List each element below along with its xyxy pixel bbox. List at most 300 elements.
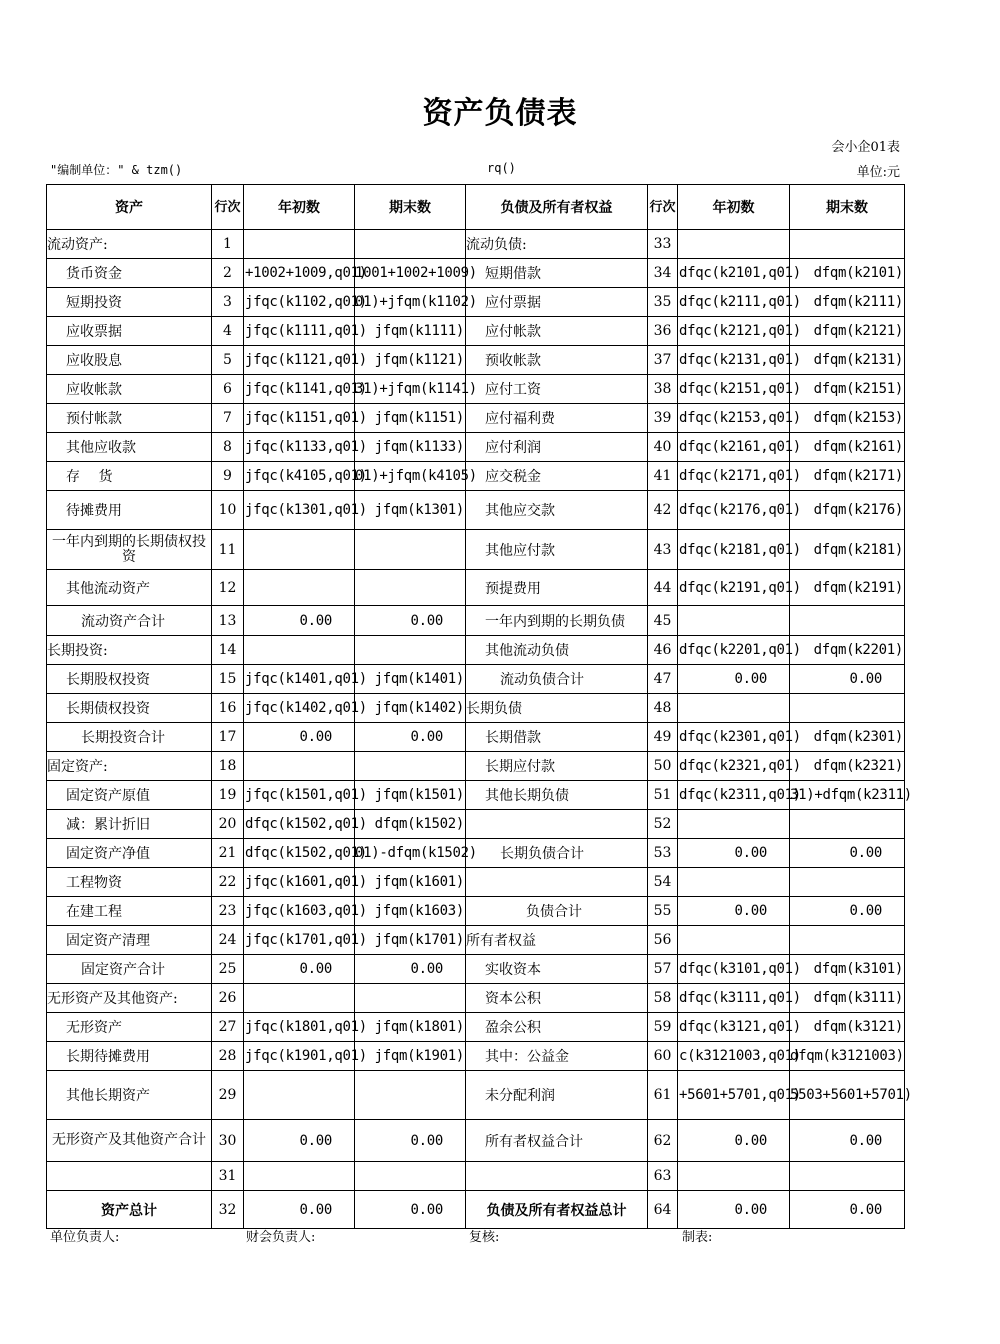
table-row [47, 810, 905, 839]
asset-name: 资产总计 [47, 1191, 212, 1229]
liability-name: 其中：公益金 [466, 1042, 648, 1071]
asset-name: 应收票据 [47, 317, 212, 346]
liability-end-value: dfqm(k2321) [790, 752, 905, 781]
table-row [47, 897, 905, 926]
liability-begin-value: dfqc(k3121,q01) [678, 1013, 790, 1042]
table-row [47, 839, 905, 868]
liability-begin-value [678, 230, 790, 259]
liability-begin-value [678, 810, 790, 839]
table-row [47, 259, 905, 288]
liability-name: 负债合计 [466, 897, 648, 926]
asset-name: 流动资产合计 [47, 606, 212, 636]
table-row [47, 781, 905, 810]
liability-name: 一年内到期的长期负债 [466, 606, 648, 636]
liability-begin-value: dfqc(k3101,q01) [678, 955, 790, 984]
liability-end-value [790, 810, 905, 839]
table-row [47, 1162, 905, 1191]
asset-begin-value [244, 636, 355, 665]
asset-end-value: 0.00 [355, 1191, 466, 1229]
asset-line-no: 11 [212, 530, 244, 570]
asset-end-value: 01)+jfqm(k1102) [355, 288, 466, 317]
asset-end-value [355, 984, 466, 1013]
table-row [47, 317, 905, 346]
table-row [47, 1191, 905, 1229]
liability-end-value: dfqm(k2153) [790, 404, 905, 433]
asset-line-no: 12 [212, 570, 244, 606]
liability-name: 预收帐款 [466, 346, 648, 375]
asset-name: 固定资产原值 [47, 781, 212, 810]
liability-begin-value: dfqc(k2311,q01) [678, 781, 790, 810]
table-row [47, 1071, 905, 1120]
asset-begin-value: jfqc(k1701,q01) [244, 926, 355, 955]
asset-begin-value: jfqc(k1801,q01) [244, 1013, 355, 1042]
liability-begin-value [678, 694, 790, 723]
asset-end-value: jfqm(k1801) [355, 1013, 466, 1042]
asset-name: 无形资产及其他资产合计 [47, 1120, 212, 1162]
asset-name: 长期待摊费用 [47, 1042, 212, 1071]
liability-end-value [790, 230, 905, 259]
liability-name: 所有者权益 [466, 926, 648, 955]
liability-end-value: 31)+dfqm(k2311) [790, 781, 905, 810]
liability-begin-value: dfqc(k2171,q01) [678, 462, 790, 491]
liability-name: 预提费用 [466, 570, 648, 606]
asset-line-no: 31 [212, 1162, 244, 1191]
table-row [47, 694, 905, 723]
liability-begin-value: dfqc(k2201,q01) [678, 636, 790, 665]
asset-begin-value: 0.00 [244, 1120, 355, 1162]
asset-end-value: jfqm(k1901) [355, 1042, 466, 1071]
asset-line-no: 2 [212, 259, 244, 288]
table-row [47, 1042, 905, 1071]
liability-line-no: 62 [648, 1120, 678, 1162]
liability-name: 流动负债: [466, 230, 648, 259]
asset-line-no: 1 [212, 230, 244, 259]
asset-line-no: 27 [212, 1013, 244, 1042]
asset-name: 预付帐款 [47, 404, 212, 433]
asset-end-value: dfqm(k1502) [355, 810, 466, 839]
liability-name: 长期负债 [466, 694, 648, 723]
asset-begin-value: jfqc(k1601,q01) [244, 868, 355, 897]
liability-end-value: 0.00 [790, 839, 905, 868]
report-date: rq() [487, 161, 516, 175]
liability-line-no: 38 [648, 375, 678, 404]
asset-line-no: 16 [212, 694, 244, 723]
asset-name: 在建工程 [47, 897, 212, 926]
liability-name: 实收资本 [466, 955, 648, 984]
liability-end-value: dfqm(k2181) [790, 530, 905, 570]
asset-begin-value: dfqc(k1502,q01) [244, 839, 355, 868]
reviewer-label: 复核: [469, 1230, 500, 1245]
liability-end-value: dfqm(k3121) [790, 1013, 905, 1042]
asset-begin-value: 0.00 [244, 1191, 355, 1229]
asset-line-no: 8 [212, 433, 244, 462]
asset-line-no: 9 [212, 462, 244, 491]
table-row [47, 288, 905, 317]
liability-begin-value: 0.00 [678, 1191, 790, 1229]
col-liability: 负债及所有者权益 [466, 185, 648, 230]
col-begin-2: 年初数 [678, 185, 790, 230]
liability-end-value: dfqm(k2191) [790, 570, 905, 606]
liability-begin-value: dfqc(k2191,q01) [678, 570, 790, 606]
asset-end-value: jfqm(k1603) [355, 897, 466, 926]
asset-line-no: 17 [212, 723, 244, 752]
liability-line-no: 49 [648, 723, 678, 752]
table-row [47, 491, 905, 530]
asset-begin-value: jfqc(k1141,q01) [244, 375, 355, 404]
liability-name: 负债及所有者权益总计 [466, 1191, 648, 1229]
asset-name: 固定资产合计 [47, 955, 212, 984]
table-header-row [47, 185, 905, 230]
asset-begin-value [244, 752, 355, 781]
asset-end-value [355, 1071, 466, 1120]
table-row [47, 723, 905, 752]
asset-line-no: 6 [212, 375, 244, 404]
liability-line-no: 41 [648, 462, 678, 491]
liability-name: 应交税金 [466, 462, 648, 491]
table-row [47, 984, 905, 1013]
currency-unit: 单位:元 [856, 165, 900, 180]
liability-end-value: dfqm(k2176) [790, 491, 905, 530]
asset-name: 短期投资 [47, 288, 212, 317]
asset-line-no: 28 [212, 1042, 244, 1071]
asset-end-value [355, 1162, 466, 1191]
liability-name: 应付帐款 [466, 317, 648, 346]
liability-end-value [790, 926, 905, 955]
table-row [47, 752, 905, 781]
liability-begin-value: dfqc(k3111,q01) [678, 984, 790, 1013]
asset-end-value: 0.00 [355, 723, 466, 752]
liability-begin-value: dfqc(k2131,q01) [678, 346, 790, 375]
asset-line-no: 7 [212, 404, 244, 433]
asset-line-no: 4 [212, 317, 244, 346]
liability-name: 短期借款 [466, 259, 648, 288]
liability-begin-value: 0.00 [678, 897, 790, 926]
table-row [47, 1013, 905, 1042]
asset-end-value: jfqm(k1501) [355, 781, 466, 810]
col-line: 行次 [212, 185, 244, 230]
liability-end-value: dfqm(k3101) [790, 955, 905, 984]
liability-end-value [790, 694, 905, 723]
liability-begin-value: c(k3121003,q01) [678, 1042, 790, 1071]
report-title: 资产负债表 [422, 96, 578, 131]
asset-line-no: 26 [212, 984, 244, 1013]
asset-end-value: 0.00 [355, 955, 466, 984]
asset-name: 其他长期资产 [47, 1071, 212, 1120]
table-row [47, 606, 905, 636]
liability-begin-value: dfqc(k2181,q01) [678, 530, 790, 570]
liability-line-no: 50 [648, 752, 678, 781]
asset-line-no: 30 [212, 1120, 244, 1162]
asset-end-value [355, 636, 466, 665]
table-row [47, 404, 905, 433]
liability-name: 资本公积 [466, 984, 648, 1013]
asset-line-no: 21 [212, 839, 244, 868]
asset-end-value: jfqm(k1301) [355, 491, 466, 530]
liability-line-no: 55 [648, 897, 678, 926]
liability-name: 应付福利费 [466, 404, 648, 433]
col-end-2: 期末数 [790, 185, 905, 230]
table-row [47, 433, 905, 462]
liability-end-value: dfqm(k2131) [790, 346, 905, 375]
form-code: 会小企01表 [831, 140, 900, 155]
asset-name: 应收股息 [47, 346, 212, 375]
liability-line-no: 63 [648, 1162, 678, 1191]
liability-begin-value [678, 1162, 790, 1191]
balance-sheet-table [46, 184, 912, 1229]
liability-begin-value: dfqc(k2301,q01) [678, 723, 790, 752]
asset-line-no: 10 [212, 491, 244, 530]
asset-begin-value: jfqc(k1402,q01) [244, 694, 355, 723]
liability-begin-value: dfqc(k2111,q01) [678, 288, 790, 317]
liability-begin-value: 0.00 [678, 665, 790, 694]
finance-head-label: 财会负责人: [246, 1230, 316, 1245]
liability-begin-value: dfqc(k2161,q01) [678, 433, 790, 462]
liability-name: 其他应交款 [466, 491, 648, 530]
asset-begin-value: dfqc(k1502,q01) [244, 810, 355, 839]
liability-line-no: 46 [648, 636, 678, 665]
liability-end-value: 5503+5601+5701) [790, 1071, 905, 1120]
asset-name: 一年内到期的长期债权投资 [47, 530, 212, 570]
asset-end-value: jfqm(k1121) [355, 346, 466, 375]
liability-line-no: 33 [648, 230, 678, 259]
asset-end-value [355, 230, 466, 259]
asset-end-value: jfqm(k1111) [355, 317, 466, 346]
asset-line-no: 25 [212, 955, 244, 984]
col-line-2: 行次 [648, 185, 678, 230]
asset-name: 长期债权投资 [47, 694, 212, 723]
asset-begin-value [244, 1162, 355, 1191]
liability-name: 未分配利润 [466, 1071, 648, 1120]
col-end: 期末数 [355, 185, 466, 230]
liability-begin-value: 0.00 [678, 1120, 790, 1162]
asset-end-value: jfqm(k1133) [355, 433, 466, 462]
liability-end-value: dfqm(k2101) [790, 259, 905, 288]
liability-line-no: 34 [648, 259, 678, 288]
asset-name: 固定资产净值 [47, 839, 212, 868]
asset-line-no: 18 [212, 752, 244, 781]
liability-line-no: 42 [648, 491, 678, 530]
liability-begin-value [678, 606, 790, 636]
asset-end-value: jfqm(k1601) [355, 868, 466, 897]
liability-name [466, 810, 648, 839]
liability-line-no: 48 [648, 694, 678, 723]
asset-line-no: 3 [212, 288, 244, 317]
asset-line-no: 22 [212, 868, 244, 897]
liability-end-value [790, 606, 905, 636]
table-row [47, 926, 905, 955]
liability-begin-value: dfqc(k2151,q01) [678, 375, 790, 404]
asset-begin-value: +1002+1009,q01) [244, 259, 355, 288]
liability-line-no: 61 [648, 1071, 678, 1120]
liability-name [466, 1162, 648, 1191]
asset-begin-value: jfqc(k4105,q01) [244, 462, 355, 491]
col-begin: 年初数 [244, 185, 355, 230]
liability-line-no: 59 [648, 1013, 678, 1042]
liability-line-no: 64 [648, 1191, 678, 1229]
liability-line-no: 51 [648, 781, 678, 810]
liability-begin-value: dfqc(k2176,q01) [678, 491, 790, 530]
liability-line-no: 56 [648, 926, 678, 955]
asset-line-no: 24 [212, 926, 244, 955]
asset-name: 存 货 [47, 462, 212, 491]
preparing-unit-label: "编制单位：" & tzm() [50, 163, 183, 177]
asset-name: 工程物资 [47, 868, 212, 897]
table-row [47, 375, 905, 404]
asset-name: 无形资产 [47, 1013, 212, 1042]
asset-line-no: 14 [212, 636, 244, 665]
asset-begin-value: jfqc(k1901,q01) [244, 1042, 355, 1071]
liability-line-no: 35 [648, 288, 678, 317]
asset-line-no: 13 [212, 606, 244, 636]
liability-name: 其他流动负债 [466, 636, 648, 665]
liability-begin-value [678, 926, 790, 955]
asset-name: 固定资产清理 [47, 926, 212, 955]
table-row [47, 570, 905, 606]
table-row [47, 530, 905, 570]
liability-line-no: 40 [648, 433, 678, 462]
liability-name [466, 868, 648, 897]
table-row [47, 955, 905, 984]
table-row [47, 665, 905, 694]
asset-line-no: 32 [212, 1191, 244, 1229]
asset-name: 减：累计折旧 [47, 810, 212, 839]
asset-begin-value: jfqc(k1501,q01) [244, 781, 355, 810]
liability-line-no: 52 [648, 810, 678, 839]
asset-begin-value: jfqc(k1151,q01) [244, 404, 355, 433]
liability-name: 应付利润 [466, 433, 648, 462]
liability-end-value: dfqm(k2201) [790, 636, 905, 665]
asset-name: 无形资产及其他资产: [47, 984, 212, 1013]
asset-end-value: 01)-dfqm(k1502) [355, 839, 466, 868]
asset-begin-value [244, 1071, 355, 1120]
table-row [47, 636, 905, 665]
asset-end-value: 01)+jfqm(k4105) [355, 462, 466, 491]
liability-begin-value: dfqc(k2101,q01) [678, 259, 790, 288]
asset-name: 其他应收款 [47, 433, 212, 462]
liability-line-no: 57 [648, 955, 678, 984]
liability-end-value: dfqm(k3111) [790, 984, 905, 1013]
liability-line-no: 44 [648, 570, 678, 606]
liability-end-value: dfqm(k2151) [790, 375, 905, 404]
table-row [47, 1120, 905, 1162]
asset-begin-value: 0.00 [244, 606, 355, 636]
asset-begin-value: jfqc(k1603,q01) [244, 897, 355, 926]
asset-begin-value: jfqc(k1401,q01) [244, 665, 355, 694]
liability-end-value: dfqm(k2111) [790, 288, 905, 317]
asset-begin-value: jfqc(k1111,q01) [244, 317, 355, 346]
asset-name: 应收帐款 [47, 375, 212, 404]
liability-name: 流动负债合计 [466, 665, 648, 694]
liability-end-value [790, 868, 905, 897]
liability-end-value: dfqm(k3121003) [790, 1042, 905, 1071]
asset-begin-value: jfqc(k1133,q01) [244, 433, 355, 462]
asset-begin-value: jfqc(k1121,q01) [244, 346, 355, 375]
liability-begin-value: dfqc(k2153,q01) [678, 404, 790, 433]
liability-end-value: 0.00 [790, 897, 905, 926]
asset-end-value: jfqm(k1701) [355, 926, 466, 955]
liability-end-value: dfqm(k2121) [790, 317, 905, 346]
liability-end-value: dfqm(k2161) [790, 433, 905, 462]
liability-end-value: 0.00 [790, 665, 905, 694]
liability-line-no: 36 [648, 317, 678, 346]
asset-line-no: 20 [212, 810, 244, 839]
asset-begin-value [244, 530, 355, 570]
preparer-label: 制表: [682, 1230, 713, 1245]
liability-end-value: dfqm(k2301) [790, 723, 905, 752]
asset-end-value: jfqm(k1401) [355, 665, 466, 694]
liability-name: 所有者权益合计 [466, 1120, 648, 1162]
liability-begin-value: 0.00 [678, 839, 790, 868]
asset-end-value [355, 752, 466, 781]
liability-name: 长期应付款 [466, 752, 648, 781]
liability-begin-value: dfqc(k2321,q01) [678, 752, 790, 781]
liability-line-no: 58 [648, 984, 678, 1013]
liability-name: 其他应付款 [466, 530, 648, 570]
asset-line-no: 19 [212, 781, 244, 810]
asset-end-value [355, 530, 466, 570]
col-asset: 资产 [47, 185, 212, 230]
liability-end-value [790, 1162, 905, 1191]
table-row [47, 462, 905, 491]
table-row [47, 230, 905, 259]
asset-name: 长期投资: [47, 636, 212, 665]
unit-head-label: 单位负责人: [50, 1230, 120, 1245]
liability-end-value: 0.00 [790, 1120, 905, 1162]
asset-begin-value [244, 230, 355, 259]
liability-begin-value: +5601+5701,q01) [678, 1071, 790, 1120]
liability-end-value: dfqm(k2171) [790, 462, 905, 491]
asset-end-value: 0.00 [355, 606, 466, 636]
asset-name [47, 1162, 212, 1191]
liability-line-no: 54 [648, 868, 678, 897]
liability-line-no: 60 [648, 1042, 678, 1071]
table-row [47, 346, 905, 375]
liability-name: 长期借款 [466, 723, 648, 752]
asset-line-no: 15 [212, 665, 244, 694]
asset-begin-value: jfqc(k1102,q01) [244, 288, 355, 317]
liability-begin-value [678, 868, 790, 897]
asset-name: 长期投资合计 [47, 723, 212, 752]
asset-name: 流动资产: [47, 230, 212, 259]
liability-name: 其他长期负债 [466, 781, 648, 810]
liability-line-no: 39 [648, 404, 678, 433]
asset-end-value [355, 570, 466, 606]
asset-begin-value: jfqc(k1301,q01) [244, 491, 355, 530]
liability-line-no: 53 [648, 839, 678, 868]
asset-name: 长期股权投资 [47, 665, 212, 694]
asset-end-value: 0.00 [355, 1120, 466, 1162]
asset-name: 待摊费用 [47, 491, 212, 530]
asset-end-value: jfqm(k1402) [355, 694, 466, 723]
liability-end-value: 0.00 [790, 1191, 905, 1229]
asset-end-value: 1001+1002+1009) [355, 259, 466, 288]
asset-line-no: 29 [212, 1071, 244, 1120]
asset-name: 其他流动资产 [47, 570, 212, 606]
liability-name: 应付票据 [466, 288, 648, 317]
liability-name: 长期负债合计 [466, 839, 648, 868]
asset-begin-value [244, 570, 355, 606]
asset-end-value: jfqm(k1151) [355, 404, 466, 433]
liability-line-no: 37 [648, 346, 678, 375]
asset-line-no: 23 [212, 897, 244, 926]
liability-line-no: 47 [648, 665, 678, 694]
asset-begin-value [244, 984, 355, 1013]
asset-begin-value: 0.00 [244, 955, 355, 984]
liability-name: 应付工资 [466, 375, 648, 404]
asset-line-no: 5 [212, 346, 244, 375]
table-row [47, 868, 905, 897]
asset-begin-value: 0.00 [244, 723, 355, 752]
